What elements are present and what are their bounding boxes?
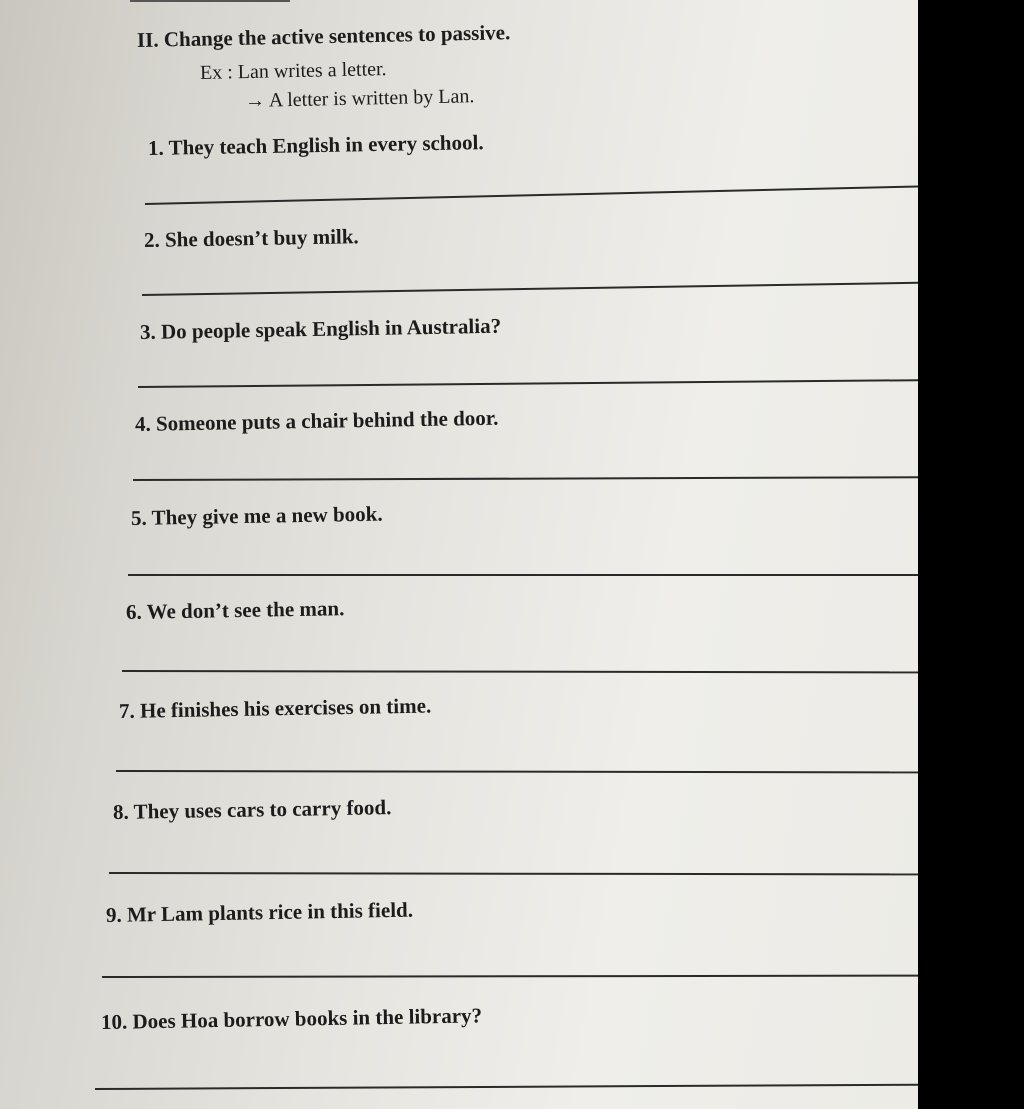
question-7: 7. He finishes his exercises on time. xyxy=(118,693,432,723)
question-5: 5. They give me a new book. xyxy=(130,501,383,530)
question-2: 2. She doesn’t buy milk. xyxy=(143,224,359,252)
question-1: 1. They teach English in every school. xyxy=(147,130,484,160)
answer-line-1[interactable] xyxy=(145,185,918,204)
answer-line-8[interactable] xyxy=(109,872,918,875)
answer-line-5[interactable] xyxy=(128,574,918,576)
background-edge xyxy=(918,0,1024,1109)
question-6: 6. We don’t see the man. xyxy=(125,596,345,624)
question-10: 10. Does Hoa borrow books in the library? xyxy=(100,1003,483,1034)
exercise-heading: II. Change the active sentences to passive. xyxy=(136,20,511,52)
question-4: 4. Someone puts a chair behind the door. xyxy=(134,405,499,436)
answer-line-7[interactable] xyxy=(116,770,918,773)
answer-line-9[interactable] xyxy=(102,975,918,978)
answer-line-4[interactable] xyxy=(133,476,918,480)
question-8: 8. They uses cars to carry food. xyxy=(112,795,392,824)
answer-line-3[interactable] xyxy=(138,379,918,387)
example-active-sentence: Ex : Lan writes a letter. xyxy=(199,58,387,84)
top-rule xyxy=(130,0,290,2)
answer-line-2[interactable] xyxy=(142,282,918,296)
example-passive-sentence: → A letter is written by Lan. xyxy=(244,85,475,112)
question-9: 9. Mr Lam plants rice in this field. xyxy=(105,897,414,927)
question-3: 3. Do people speak English in Australia? xyxy=(139,313,502,344)
answer-line-6[interactable] xyxy=(122,670,918,673)
answer-line-10[interactable] xyxy=(95,1084,918,1090)
